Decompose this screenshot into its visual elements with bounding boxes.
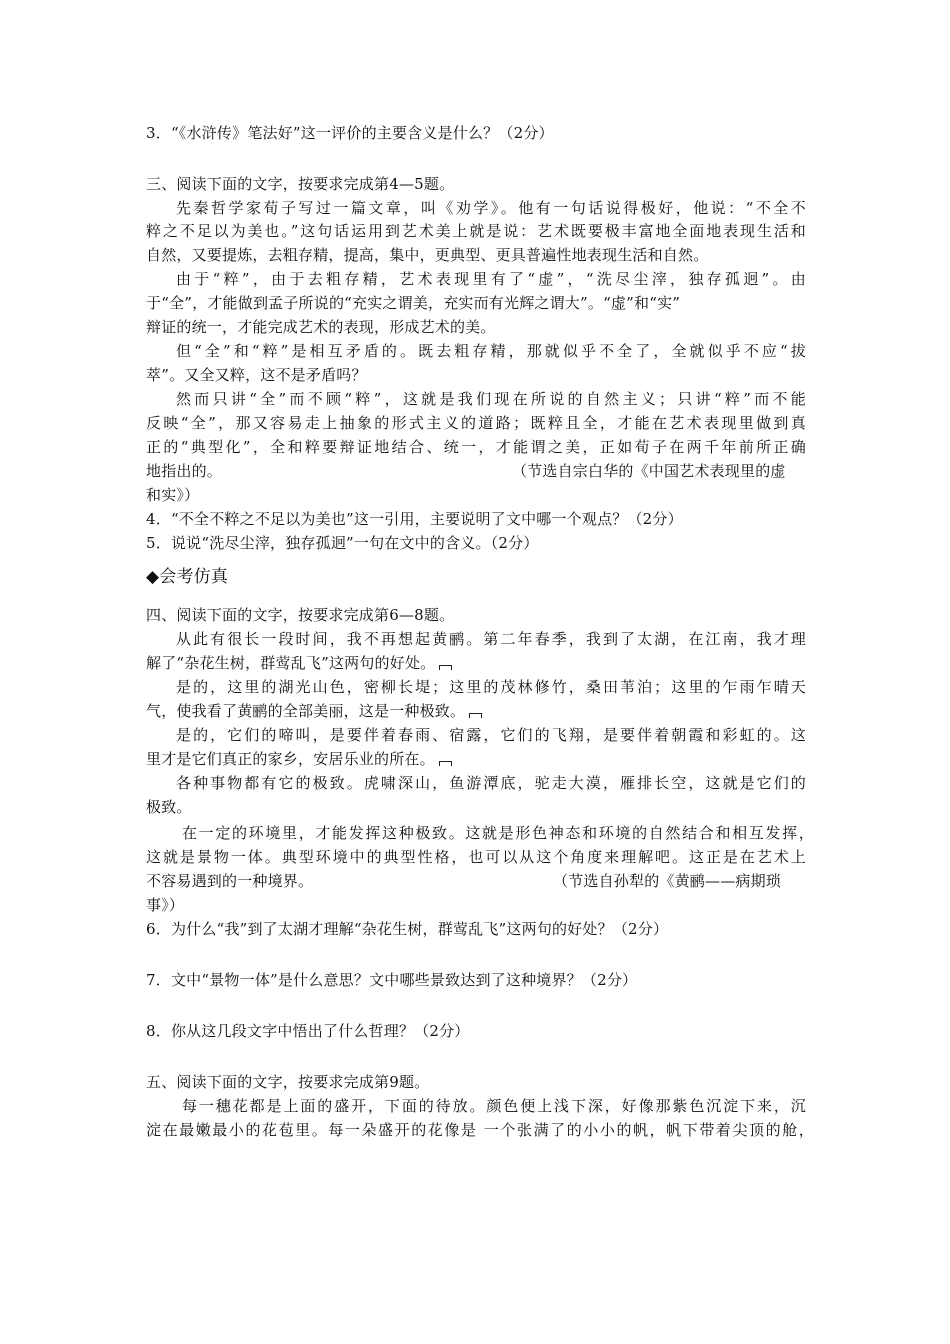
passage-line: 萃”。又全又粹，这不是矛盾吗？ [146,366,367,384]
passage-line: 粹之不足以为美也。”这句话运用到艺术美上就是说：艺术既要极丰富地全面地表现生活和 [146,222,806,240]
passage-line: 反映“全”，那又容易走上抽象的形式主义的道路；既粹且全，才能在艺术表现里做到真 [146,414,806,432]
passage-line: 然而只讲“全”而不顾“粹”，这就是我们现在所说的自然主义；只讲“粹”而不能 [176,390,806,408]
question-4: 4．“不全不粹之不足以为美也”这一引用，主要说明了文中哪一个观点？（2分） [146,510,683,528]
passage-text: 里才是它们真正的家乡，安居乐业的所在。 [146,750,435,768]
passage-line: 先秦哲学家荀子写过一篇文章，叫《劝学》。他有一句话说得极好，他说：“不全不 [176,199,806,217]
passage-line: 是的，它们的啼叫，是要伴着春雨、宿露，它们的飞翔，是要伴着朝霞和彩虹的。这 [176,726,806,744]
paragraph-mark-icon [439,761,452,766]
question-7: 7．文中“景物一体”是什么意思？文中哪些景致达到了这种境界？（2分） [146,971,638,989]
passage-line [146,652,806,674]
passage-line: 地指出的。 [146,462,223,480]
passage-line [146,748,806,770]
section-3-heading: 三、阅读下面的文字，按要求完成第4—5题。 [146,175,455,193]
question-5: 5．说说“洗尽尘滓，独存孤迥”一句在文中的含义。（2分） [146,534,539,552]
passage-line [146,700,806,722]
passage-line: 是的，这里的湖光山色，密柳长堤；这里的茂林修竹，桑田苇泊；这里的乍雨乍晴天 [176,678,806,696]
question-8: 8．你从这几段文字中悟出了什么哲理？（2分） [146,1022,470,1040]
paragraph-mark-icon [439,665,452,670]
passage-line: 极致。 [146,798,192,816]
passage-text: 解了“杂花生树，群莺乱飞”这两句的好处。 [146,654,436,672]
passage-text: 气，使我看了黄鹂的全部美丽，这是一种极致。 [146,702,466,720]
passage-line: 自然，又要提炼，去粗存精，提高，集中，更典型、更具普遍性地表现生活和自然。 [146,246,709,264]
passage-line: 淀在最嫩最小的花苞里。每一朵盛开的花像是 一个张满了的小小的帆，帆下带着尖顶的舱， [146,1121,814,1139]
question-6: 6．为什么“我”到了太湖才理解“杂花生树，群莺乱飞”这两句的好处？（2分） [146,920,669,938]
passage-line: 在一定的环境里，才能发挥这种极致。这就是形色神态和环境的自然结合和相互发挥， [182,824,814,842]
passage-line: 每一穗花都是上面的盛开，下面的待放。颜色便上浅下深，好像那紫色沉淀下来，沉 [182,1097,806,1115]
source-citation-cont: 事》） [146,896,185,914]
passage-line: 这就是景物一体。典型环境中的典型性格，也可以从这个角度来理解吧。这正是在艺术上 [146,848,806,866]
question-3: 3．“《水浒传》笔法好”这一评价的主要含义是什么？（2分） [146,124,554,142]
passage-line: 由于“粹”，由于去粗存精，艺术表现里有了“虚”，“洗尽尘滓，独存孤迥”。由 [176,270,806,288]
passage-line: 但“全”和“粹”是相互矛盾的。既去粗存精，那就似乎不全了，全就似乎不应“拔 [176,342,806,360]
section-5-heading: 五、阅读下面的文字，按要求完成第9题。 [146,1073,430,1091]
passage-line: 正的“典型化”，全和粹要辩证地结合、统一，才能谓之美，正如荀子在两千年前所正确 [146,438,806,456]
passage-line: 各种事物都有它的极致。虎啸深山，鱼游潭底，驼走大漠，雁排长空，这就是它们的 [176,774,806,792]
passage-line: 于“全”，才能做到孟子所说的“充实之谓美，充实而有光辉之谓大”。“虚”和“实” [146,294,681,312]
paragraph-mark-icon [469,713,482,718]
passage-line: 从此有很长一段时间，我不再想起黄鹂。第二年春季，我到了太湖，在江南，我才理 [176,630,806,648]
section-heading-simulation: ◆会考仿真 [146,567,229,587]
passage-line: 不容易遇到的一种境界。 [146,872,314,890]
source-citation-cont: 和实》） [146,486,200,504]
passage-line: 辩证的统一，才能完成艺术的表现，形成艺术的美。 [146,318,496,336]
source-citation: （节选自孙犁的《黄鹂——病期琐 [553,872,782,890]
section-4-heading: 四、阅读下面的文字，按要求完成第6—8题。 [146,606,455,624]
source-citation: （节选自宗白华的《中国艺术表现里的虚 [512,462,786,480]
